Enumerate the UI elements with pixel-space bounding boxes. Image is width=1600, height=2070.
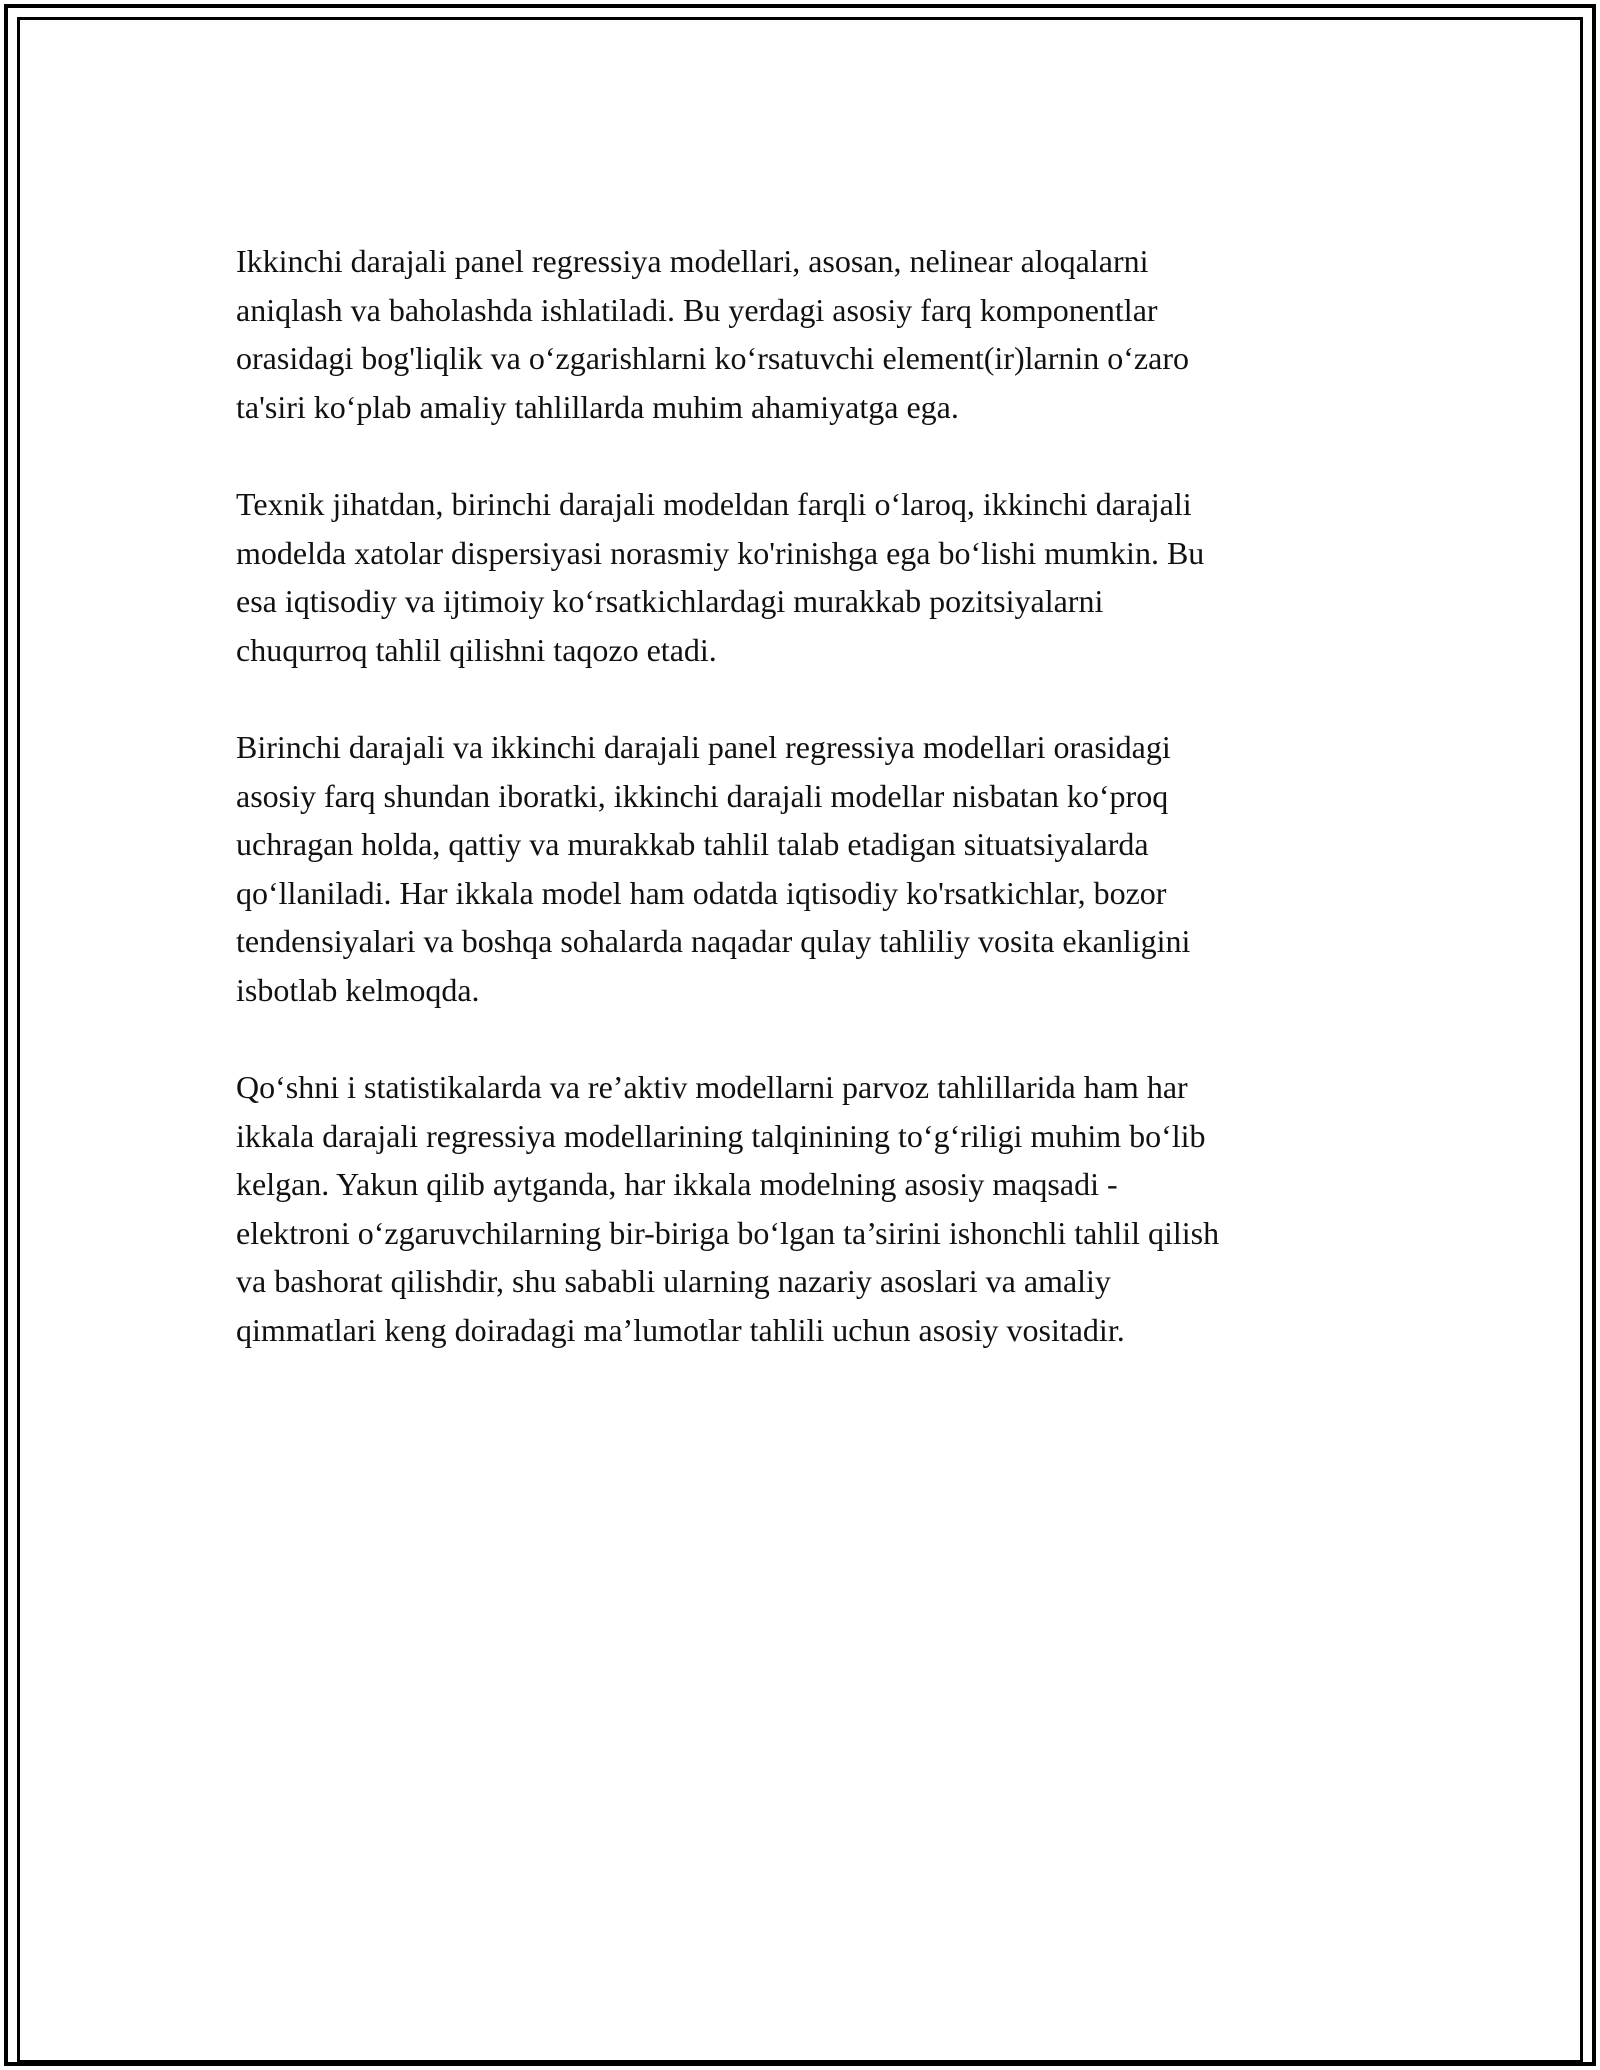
document-body — [236, 237, 1386, 1403]
paragraph-3: Birinchi darajali va ikkinchi darajali panel regressiya modellari orasidagi asosiy farq shundan iboratki, ikkinchi darajali modellar nisbatan ko‘proq uchragan holda, qattiy va murakkab tahlil talab etadigan situatsiyalarda qo‘llaniladi. Har ikkala model ham odatda iqtisodiy ko'rsatkichlar, bozor tendensiyalari va boshqa sohalarda naqadar qulay tahliliy vosita ekanligini isbotlab kelmoqda. — [236, 729, 1191, 1008]
paragraph-1: Ikkinchi darajali panel regressiya modellari, asosan, nelinear aloqalarni aniqlash va baholashda ishlatiladi. Bu yerdagi asosiy farq komponentlar orasidagi bog'liqlik va o‘zgarishlarni ko‘rsatuvchi element(ir)larnin o‘zaro ta'siri ko‘plab amaliy tahlillarda muhim ahamiyatga ega. — [236, 243, 1189, 425]
paragraph-2: Texnik jihatdan, birinchi darajali modeldan farqli o‘laroq, ikkinchi darajali modelda xatolar dispersiyasi norasmiy ko'rinishga ega bo‘lishi mumkin. Bu esa iqtisodiy va ijtimoiy ko‘rsatkichlardagi murakkab pozitsiyalarni chuqurroq tahlil qilishni taqozo etadi. — [236, 486, 1205, 668]
paragraph-4: Qo‘shni i statistikalarda va re’aktiv modellarni parvoz tahlillarida ham har ikkala darajali regressiya modellarining talqinining to‘g‘riligi muhim bo‘lib kelgan. Yakun qilib aytganda, har ikkala modelning asosiy maqsadi - elektroni o‘zgaruvchilarning bir-biriga bo‘lgan ta’sirini ishonchli tahlil qilish va bashorat qilishdir, shu sababli ularning nazariy asoslari va amaliy qimmatlari keng doiradagi ma’lumotlar tahlili uchun asosiy vositadir. — [236, 1069, 1220, 1348]
